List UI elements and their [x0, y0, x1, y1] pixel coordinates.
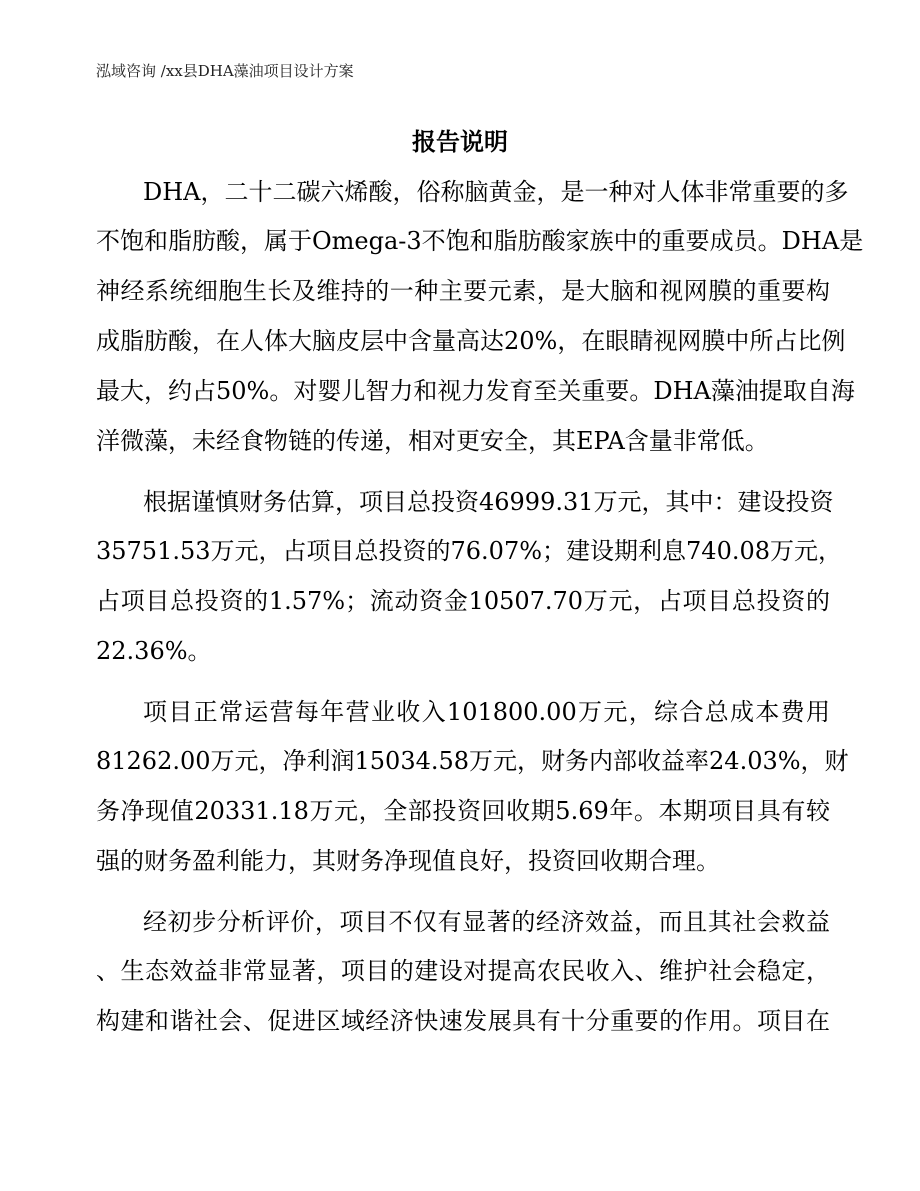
paragraph-1-line: DHA，二十二碳六烯酸，俗称脑黄金，是一种对人体非常重要的多 [143, 178, 849, 206]
paragraph-1-line: 神经系统细胞生长及维持的一种主要元素，是大脑和视网膜的重要构 [96, 277, 830, 305]
page-header: 泓域咨询 /xx县DHA藻油项目设计方案 [96, 62, 354, 80]
paragraph-4-line: 构建和谐社会、促进区域经济快速发展具有十分重要的作用。项目在 [96, 1007, 830, 1035]
paragraph-3-line: 81262.00万元，净利润15034.58万元，财务内部收益率24.03%，财 [96, 747, 849, 775]
paragraph-4-line: 经初步分析评价，项目不仅有显著的经济效益，而且其社会救益 [143, 908, 830, 936]
paragraph-3-line: 强的财务盈利能力，其财务净现值良好，投资回收期合理。 [96, 847, 720, 875]
paragraph-1-line: 成脂肪酸，在人体大脑皮层中含量高达20%，在眼睛视网膜中所占比例 [96, 327, 846, 355]
paragraph-3-line: 务净现值20331.18万元，全部投资回收期5.69年。本期项目具有较 [96, 797, 830, 825]
page-title: 报告说明 [412, 128, 508, 156]
paragraph-2-line: 22.36%。 [96, 637, 212, 665]
paragraph-2-line: 35751.53万元，占项目总投资的76.07%；建设期利息740.08万元， [96, 537, 843, 565]
paragraph-3-line: 项目正常运营每年营业收入101800.00万元，综合总成本费用 [143, 698, 830, 726]
paragraph-4-line: 、生态效益非常显著，项目的建设对提高农民收入、维护社会稳定， [96, 957, 830, 985]
paragraph-2-line: 根据谨慎财务估算，项目总投资46999.31万元，其中：建设投资 [143, 488, 834, 516]
paragraph-1-line: 不饱和脂肪酸，属于Omega-3不饱和脂肪酸家族中的重要成员。DHA是 [96, 227, 864, 255]
paragraph-1-line: 洋微藻，未经食物链的传递，相对更安全，其EPA含量非常低。 [96, 427, 769, 455]
paragraph-2-line: 占项目总投资的1.57%；流动资金10507.70万元，占项目总投资的 [96, 587, 830, 615]
paragraph-1-line: 最大，约占50%。对婴儿智力和视力发育至关重要。DHA藻油提取自海 [96, 377, 855, 405]
